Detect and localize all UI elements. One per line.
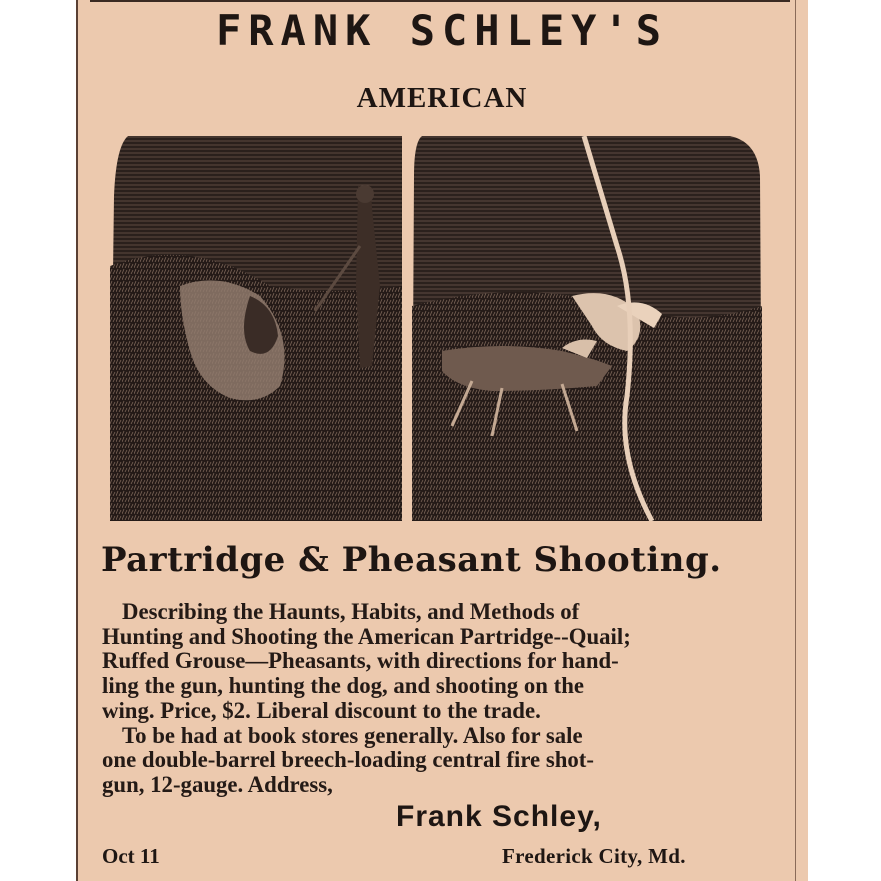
pheasant-dog-engraving-icon <box>412 136 762 521</box>
body-line: gun, 12-gauge. Address, <box>102 771 333 797</box>
body-line: Describing the Haunts, Habits, and Methods of <box>122 599 580 624</box>
body-line: To be had at book stores generally. Also for sale <box>122 722 583 748</box>
hunter-dog-engraving-icon <box>110 136 402 521</box>
advertiser-signature: Frank Schley, <box>396 800 602 833</box>
body-line: ling the gun, hunting the dog, and shooting on the <box>102 673 585 699</box>
body-line: wing. Price, $2. Liberal discount to the trade. <box>102 697 541 723</box>
ad-body-text <box>102 600 782 798</box>
body-line: Hunting and Shooting the American Partridge--Quail; <box>102 623 631 649</box>
top-rule <box>90 0 790 2</box>
book-title: Partridge & Pheasant Shooting. <box>101 540 722 580</box>
newspaper-clipping <box>76 0 808 881</box>
issue-date: Oct 11 <box>102 844 160 868</box>
ad-subhead: AMERICAN <box>356 82 528 114</box>
right-rule <box>795 0 796 881</box>
left-rule <box>76 0 78 881</box>
body-line: one double-barrel breech-loading central fire shot- <box>102 747 594 773</box>
body-line: Ruffed Grouse—Pheasants, with directions for hand- <box>102 648 619 674</box>
ad-headline: FRANK SCHLEY'S <box>215 6 668 55</box>
advertiser-address: Frederick City, Md. <box>502 844 686 868</box>
